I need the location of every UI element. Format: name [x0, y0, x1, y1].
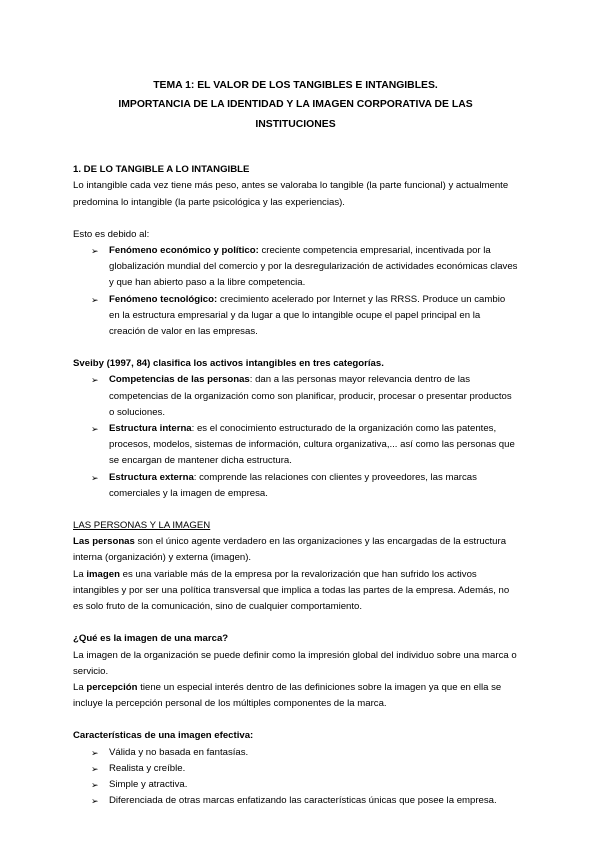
list-item: ➢ Válida y no basada en fantasías. [84, 745, 518, 761]
list-item: ➢ Diferenciada de otras marcas enfatizando las características únicas que posee la empresa. [84, 793, 518, 809]
title-line-1: TEMA 1: EL VALOR DE LOS TANGIBLES E INTANGIBLES. [153, 80, 438, 91]
arrow-bullet-icon: ➢ [91, 472, 99, 483]
arrow-bullet-icon: ➢ [91, 294, 99, 305]
list-item: ➢ Fenómeno tecnológico: crecimiento acelerado por Internet y las RRSS. Produce un cambio en la estructura empresarial y da lugar a que lo intangible ocupe el papel principal en la creación de valor en las empresas. [91, 293, 506, 338]
arrow-bullet-icon: ➢ [91, 246, 99, 257]
list-item: ➢ Simple y atractiva. [84, 777, 518, 793]
marca-heading: ¿Qué es la imagen de una marca? [73, 633, 229, 645]
section-1-due: Esto es debido al: [73, 228, 150, 240]
sveiby-heading: Sveiby (1997, 84) clasifica los activos intangibles en tres categorías. [73, 358, 384, 370]
section-1-heading: 1. DE LO TANGIBLE A LO INTANGIBLE [73, 164, 250, 176]
section-1-list [73, 243, 518, 340]
list-item: ➢ Estructura externa: comprende las relaciones con clientes y proveedores, las marcas comerciales y la imagen de empresa. [91, 471, 477, 499]
caract-list [73, 745, 518, 810]
title-line-3: INSTITUCIONES [255, 118, 336, 130]
section-1-intro: Lo intangible cada vez tiene más peso, antes se valoraba lo tangible (la parte funcional) y actualmente predomina lo intangible (la parte psicológica y las experiencias). [73, 180, 509, 208]
title-line-2: IMPORTANCIA DE LA IDENTIDAD Y LA IMAGEN CORPORATIVA DE LAS [118, 99, 473, 111]
arrow-bullet-icon: ➢ [91, 796, 99, 807]
personas-heading: LAS PERSONAS Y LA IMAGEN [73, 520, 211, 532]
marca-paragraph-2: La percepción tiene un especial interés dentro de las definiciones sobre la imagen ya que en ella se incluye la percepción personal de los múltiples componentes de la marca. [73, 681, 502, 710]
arrow-bullet-icon: ➢ [91, 424, 99, 435]
caract-heading: Características de una imagen efectiva: [73, 730, 254, 742]
list-item: ➢ Estructura interna: es el conocimiento estructurado de la organización como las patentes, procesos, modelos, sistemas de información, cultura organizativa,... así como las personas que se encargan de mantener dicha estructura. [91, 423, 515, 467]
list-item: ➢ Competencias de las personas: dan a las personas mayor relevancia dentro de las competencias de la organización como son planificar, producir, procesar o presentar productos o soluciones. [91, 374, 512, 418]
arrow-bullet-icon: ➢ [91, 747, 99, 758]
arrow-bullet-icon: ➢ [91, 375, 99, 386]
list-item: ➢ Fenómeno económico y político: creciente competencia empresarial, incentivada por la globalización mundial del comercio y por la desregularización de actividades económicas claves y que han abierto paso a la libre competencia. [91, 245, 518, 289]
marca-paragraph-1: La imagen de la organización se puede definir como la impresión global del individuo sobre una marca o servicio. [73, 649, 517, 677]
sveiby-list [73, 372, 518, 502]
personas-paragraph-1: Las personas son el único agente verdadero en las organizaciones y las encargadas de la estructura interna (organización) y externa (imagen). [73, 536, 507, 564]
arrow-bullet-icon: ➢ [91, 779, 99, 790]
personas-paragraph-2: La imagen es una variable más de la empresa por la revalorización que han sufrido los activos intangibles y por ser una política transversal que implica a todas las partes de la empresa. Además, no es solo fruto de la comunicación, sino de cualquier comportamiento. [73, 568, 510, 613]
arrow-bullet-icon: ➢ [91, 763, 99, 774]
list-item: ➢ Realista y creíble. [84, 761, 518, 777]
document-title [73, 76, 518, 134]
